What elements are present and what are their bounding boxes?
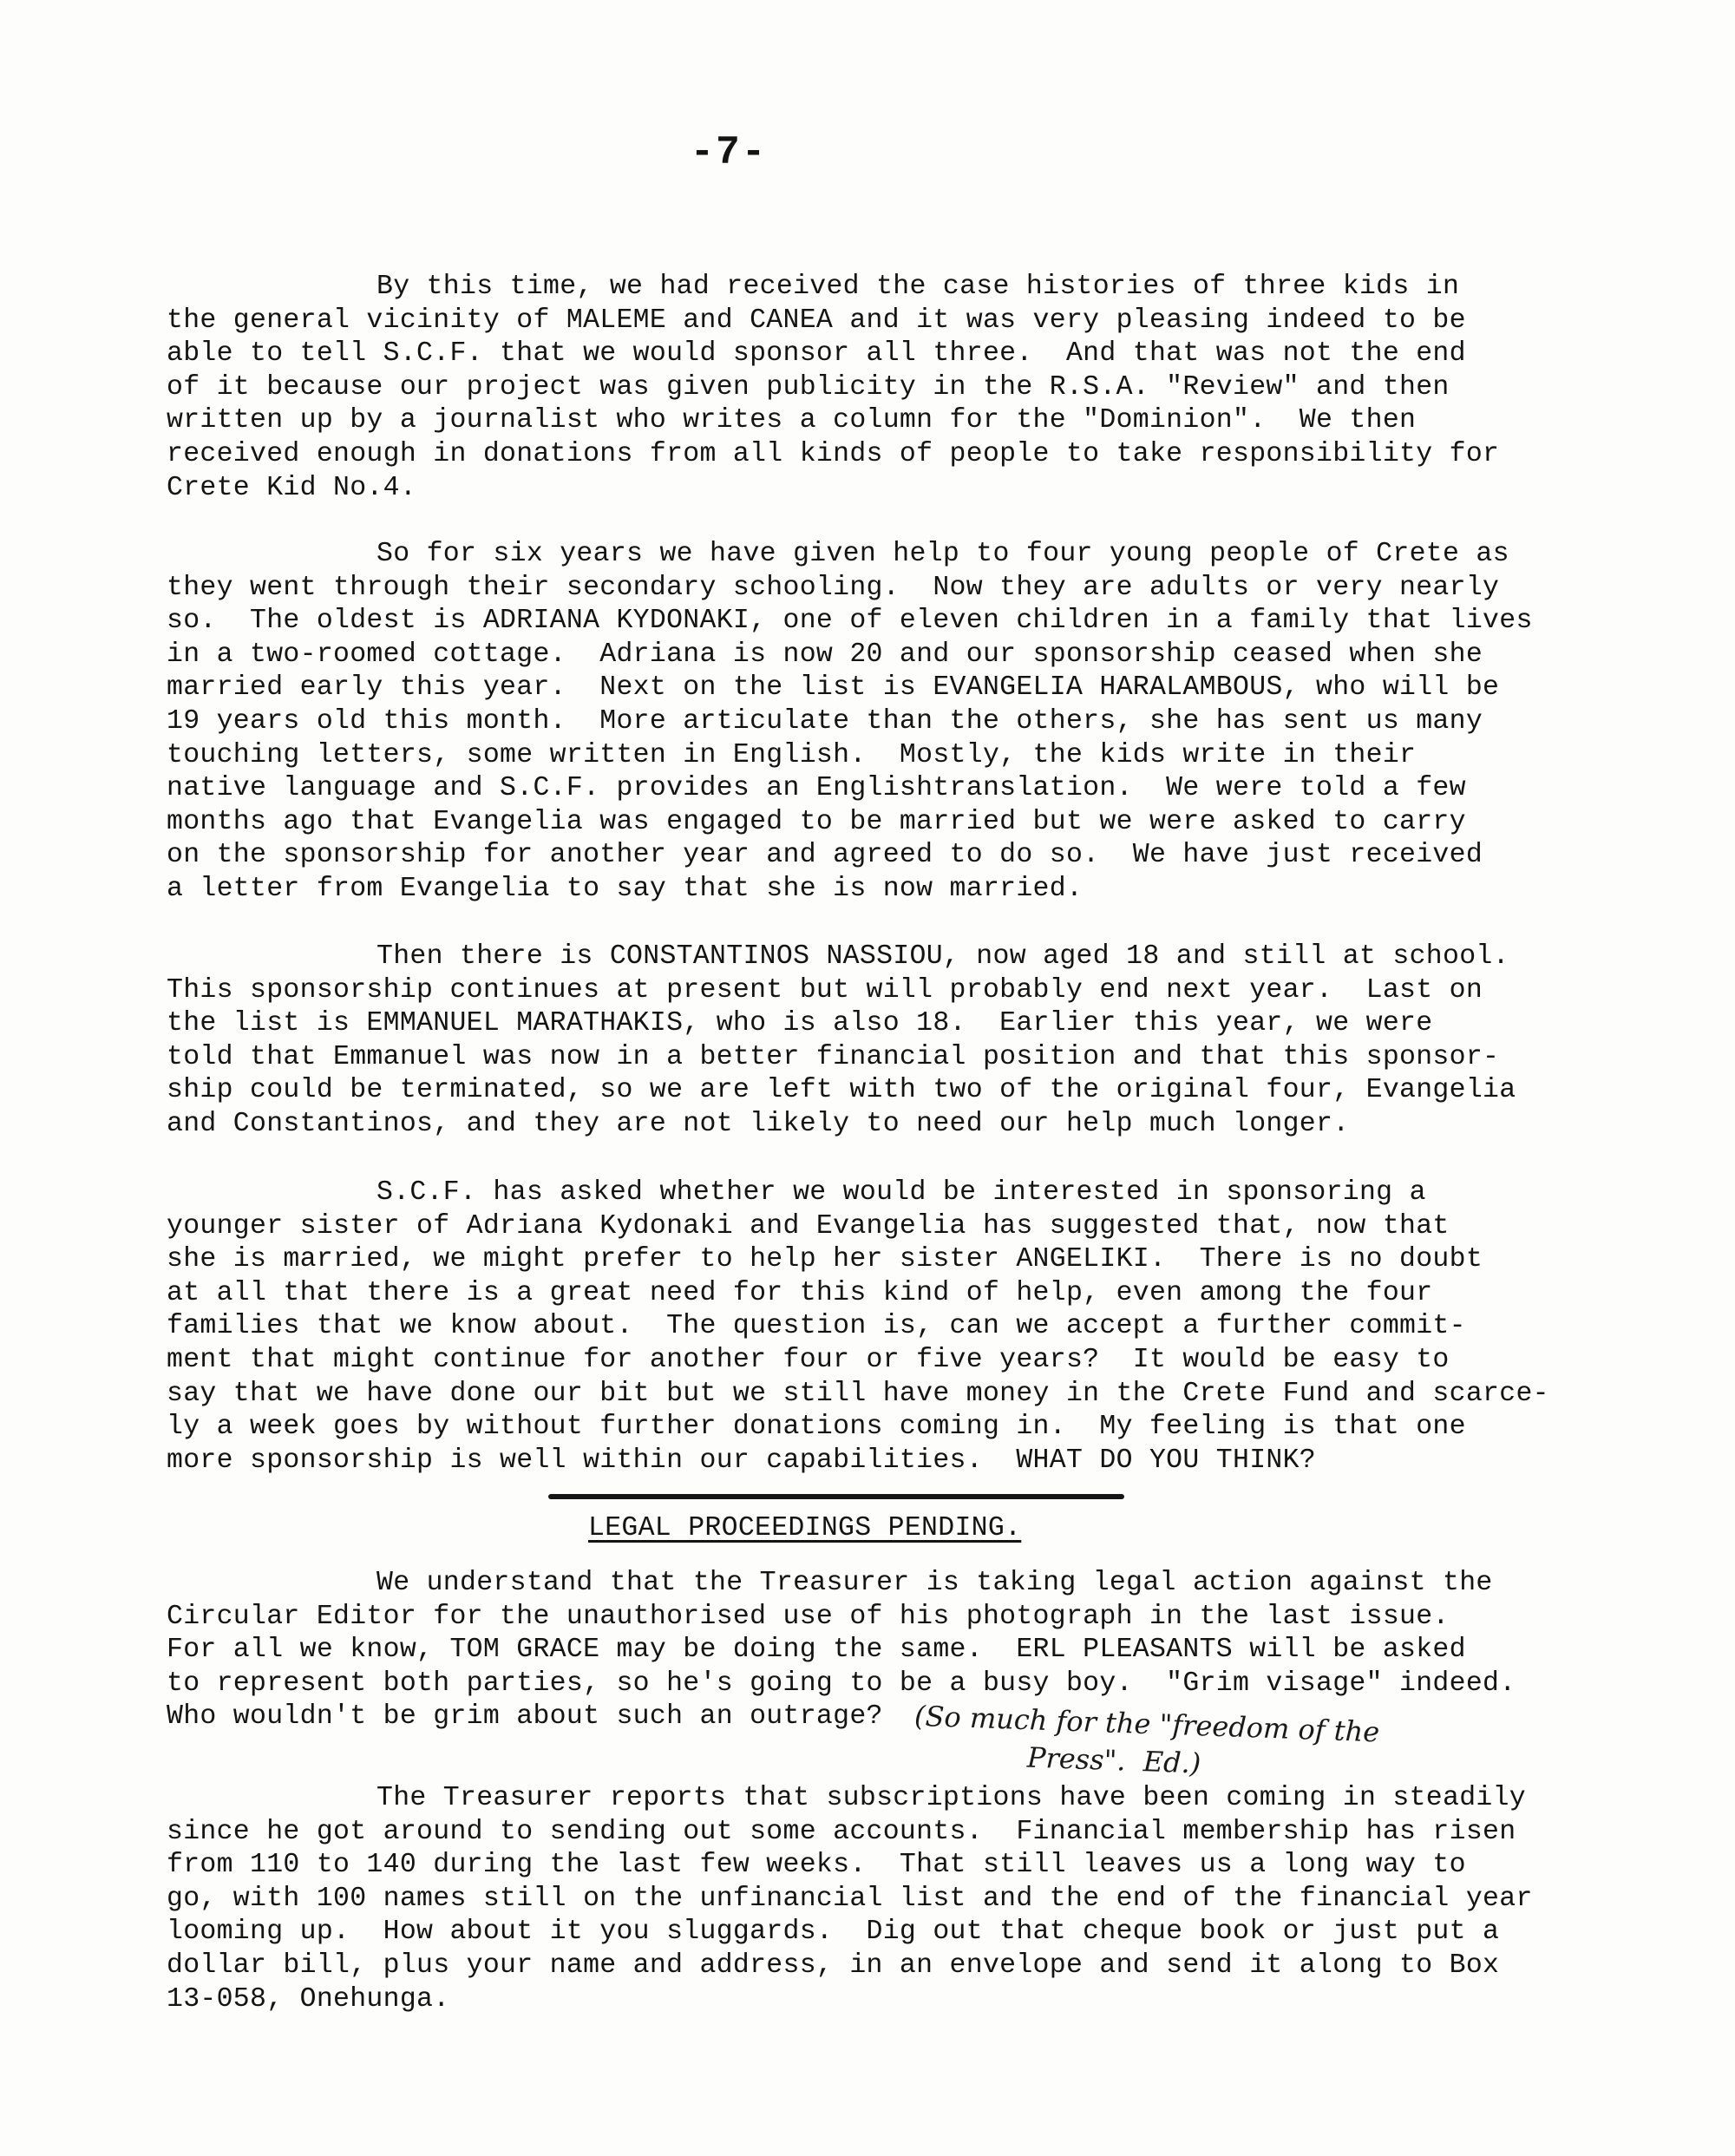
text-line: We understand that the Treasurer is taking legal action against the bbox=[376, 1568, 1493, 1598]
text-line: So for six years we have given help to four young people of Crete as bbox=[376, 539, 1509, 569]
paragraph-angeliki bbox=[167, 1176, 1555, 1478]
paragraph-crete-kids-intro bbox=[167, 271, 1555, 505]
page-number: -7- bbox=[690, 130, 768, 175]
text-line: say that we have done our bit but we still have money in the Crete Fund and scarce- bbox=[167, 1378, 1549, 1409]
text-line: a letter from Evangelia to say that she is now married. bbox=[167, 873, 1084, 904]
text-line: This sponsorship continues at present but will probably end next year. Last on bbox=[167, 974, 1483, 1006]
text-line: Then there is CONSTANTINOS NASSIOU, now aged 18 and still at school. bbox=[376, 941, 1509, 972]
text-line: they went through their secondary schooling. Now they are adults or very nearly bbox=[167, 572, 1500, 603]
text-line: touching letters, some written in English. Mostly, the kids write in their bbox=[167, 739, 1417, 770]
text-line: to represent both parties, so he's going to be a busy boy. "Grim visage" indeed. bbox=[167, 1668, 1516, 1699]
section-heading: LEGAL PROCEEDINGS PENDING. bbox=[588, 1513, 1022, 1543]
text-line: ly a week goes by without further donations coming in. My feeling is that one bbox=[167, 1412, 1466, 1443]
text-line: since he got around to sending out some accounts. Financial membership has risen bbox=[167, 1816, 1516, 1847]
text-line: in a two-roomed cottage. Adriana is now 20 and our sponsorship ceased when she bbox=[167, 639, 1483, 670]
text-line: go, with 100 names still on the unfinancial list and the end of the financial year bbox=[167, 1883, 1533, 1914]
text-line: the general vicinity of MALEME and CANEA and it was very pleasing indeed to be bbox=[167, 305, 1466, 336]
text-line: the list is EMMANUEL MARATHAKIS, who is also 18. Earlier this year, we were bbox=[167, 1008, 1433, 1039]
text-line: dollar bill, plus your name and address, in an envelope and send it along to Box bbox=[167, 1950, 1500, 1981]
text-line: Who wouldn't be grim about such an outrage? bbox=[167, 1701, 883, 1733]
text-line: 19 years old this month. More articulate than the others, she has sent us many bbox=[167, 705, 1483, 737]
text-line: 13-058, Onehunga. bbox=[167, 1983, 450, 2015]
text-line: younger sister of Adriana Kydonaki and Evangelia has suggested that, now that bbox=[167, 1210, 1450, 1242]
text-line: and Constantinos, and they are not likely to need our help much longer. bbox=[167, 1108, 1350, 1139]
paragraph-legal-proceedings bbox=[167, 1567, 1555, 1734]
text-line: she is married, we might prefer to help her sister ANGELIKI. There is no doubt bbox=[167, 1244, 1483, 1275]
text-line: Circular Editor for the unauthorised use of his photograph in the last issue. bbox=[167, 1601, 1450, 1632]
handwritten-editor-note-signoff: Press". Ed.) bbox=[1026, 1740, 1201, 1780]
text-line: months ago that Evangelia was engaged to be married but we were asked to carry bbox=[167, 806, 1466, 837]
paragraph-treasurer-subscriptions bbox=[167, 1782, 1555, 2016]
text-line: able to tell S.C.F. that we would sponsor all three. And that was not the end bbox=[167, 338, 1466, 370]
text-line: native language and S.C.F. provides an Englishtranslation. We were told a few bbox=[167, 773, 1466, 804]
text-line: so. The oldest is ADRIANA KYDONAKI, one of eleven children in a family that lives bbox=[167, 606, 1533, 637]
text-line: received enough in donations from all kinds of people to take responsibility for bbox=[167, 438, 1500, 469]
text-line: families that we know about. The question is, can we accept a further commit- bbox=[167, 1311, 1466, 1342]
text-line: looming up. How about it you sluggards. Dig out that cheque book or just put a bbox=[167, 1917, 1500, 1948]
text-line: on the sponsorship for another year and agreed to do so. We have just received bbox=[167, 840, 1483, 871]
text-line: Crete Kid No.4. bbox=[167, 472, 417, 503]
text-line: at all that there is a great need for this kind of help, even among the four bbox=[167, 1277, 1433, 1308]
text-line: married early this year. Next on the list is EVANGELIA HARALAMBOUS, who will be bbox=[167, 672, 1500, 704]
text-line: from 110 to 140 during the last few weeks. That still leaves us a long way to bbox=[167, 1850, 1466, 1881]
text-line: of it because our project was given publicity in the R.S.A. "Review" and then bbox=[167, 371, 1450, 403]
text-line: ship could be terminated, so we are left with two of the original four, Evangelia bbox=[167, 1075, 1516, 1106]
text-line: more sponsorship is well within our capabilities. WHAT DO YOU THINK? bbox=[167, 1445, 1317, 1476]
text-line: written up by a journalist who writes a column for the "Dominion". We then bbox=[167, 405, 1417, 436]
paragraph-six-years-sponsorship bbox=[167, 538, 1555, 907]
text-line: By this time, we had received the case histories of three kids in bbox=[376, 272, 1460, 302]
paragraph-constantinos bbox=[167, 940, 1555, 1142]
text-line: ment that might continue for another four or five years? It would be easy to bbox=[167, 1344, 1450, 1375]
text-line: S.C.F. has asked whether we would be interested in sponsoring a bbox=[376, 1177, 1426, 1208]
handwritten-editor-note: (So much for the "freedom of the bbox=[913, 1699, 1380, 1749]
section-divider bbox=[548, 1494, 1124, 1499]
text-line: For all we know, TOM GRACE may be doing the same. ERL PLEASANTS will be asked bbox=[167, 1635, 1466, 1666]
text-line: The Treasurer reports that subscriptions have been coming in steadily bbox=[376, 1783, 1527, 1813]
text-line: told that Emmanuel was now in a better financial position and that this sponsor- bbox=[167, 1041, 1500, 1072]
